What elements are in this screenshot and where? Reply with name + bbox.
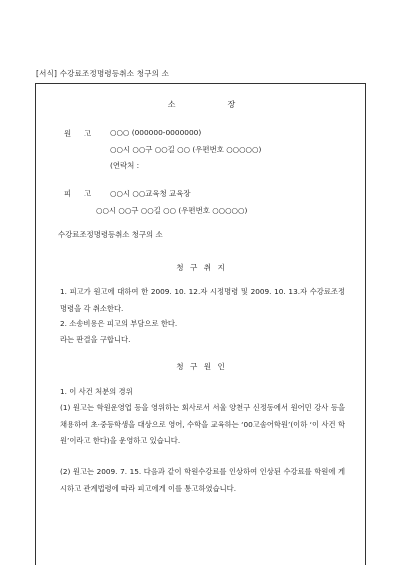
document-title-char-2: 장 <box>227 100 236 109</box>
purpose-line-2: 2. 소송비용은 피고의 부담으로 한다. <box>60 319 178 328</box>
case-name: 수강료조정명령등취소 청구의 소 <box>58 230 163 239</box>
form-label: [서식] 수강료조정명령등취소 청구의 소 <box>36 69 170 78</box>
defendant-role-char-1: 피 <box>64 189 72 198</box>
plaintiff-role-char-1: 원 <box>64 129 72 138</box>
plaintiff-name: ○○○ (000000-0000000) <box>110 128 202 137</box>
defendant-name: ○○시 ○○교육청 교육장 <box>110 189 191 198</box>
plaintiff-role-char-2: 고 <box>84 129 92 138</box>
purpose-title: 청 구 취 지 <box>176 263 227 272</box>
document-frame <box>35 83 366 565</box>
document-title <box>36 99 367 110</box>
document-title-char-1: 소 <box>167 100 176 109</box>
purpose-line-1: 1. 피고가 원고에 대하여 한 2009. 10. 12.자 시정명령 및 2009. 10. 13.자 수강료조정 명령을 각 취소한다. <box>60 287 345 313</box>
defendant-role-char-2: 고 <box>84 189 92 198</box>
defendant-address: ○○시 ○○구 ○○길 ○○ (우편번호 ○○○○○) <box>96 206 248 215</box>
cause-title: 청 구 원 인 <box>176 362 227 371</box>
defendant-role <box>64 188 91 199</box>
cause-heading: 1. 이 사건 처분의 경위 <box>60 387 133 396</box>
cause-paragraph-1: (1) 원고는 학원운영업 등을 영위하는 회사로서 서울 양천구 신정동에서 원어민 강사 등을 채용하여 초·중등학생을 대상으로 영어, 수학을 교육하는 ‘00고솜어학원’(이하 ‘이 사건 학원’이라고 한다)을 운영하고 있습니다. <box>60 403 345 445</box>
plaintiff-role <box>64 128 91 139</box>
plaintiff-contact: (연락처 : <box>110 161 140 170</box>
cause-paragraph-2: (2) 원고는 2009. 7. 15. 다음과 같이 학원수강료를 인상하여 인상된 수강료를 학원에 게시하고 관계법령에 따라 피고에게 이를 통고하였습니다. <box>60 467 345 493</box>
purpose-line-3: 라는 판결을 구합니다. <box>60 335 131 344</box>
plaintiff-address: ○○시 ○○구 ○○길 ○○ (우편번호 ○○○○○) <box>110 145 262 154</box>
